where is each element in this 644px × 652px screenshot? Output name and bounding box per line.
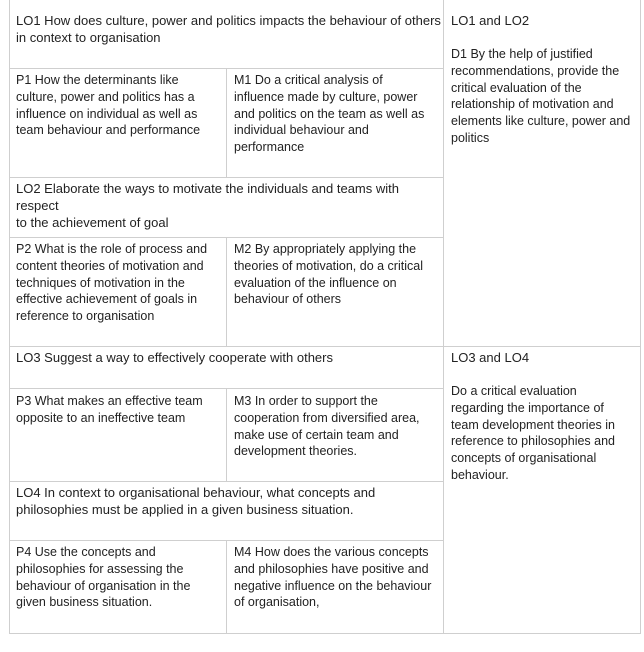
table-border-bottom <box>9 633 641 634</box>
lo3-heading: LO3 Suggest a way to effectively cooperate with others <box>16 350 333 365</box>
p2-criterion: P2 What is the role of process and content theories of motivation and techniques of motivation in the effective achievement of goals in reference to organisation <box>16 242 208 324</box>
m4-criterion: M4 How does the various concepts and philosophies have positive and negative influence on the behaviour of organisation, <box>234 545 432 610</box>
table-border-left <box>9 0 10 634</box>
row-divider <box>9 481 444 482</box>
m3-criterion: M3 In order to support the cooperation from diversified area, make use of certain team and development theories. <box>234 394 420 459</box>
d1-criterion: D1 By the help of justified recommendations, provide the critical evaluation of the relationship of motivation and elements like culture, power and politics <box>451 47 631 145</box>
m2-criterion: M2 By appropriately applying the theories of motivation, do a critical evaluation of the influence on behaviour of others <box>234 242 423 307</box>
column-divider-right <box>443 0 444 634</box>
row-divider <box>9 68 444 69</box>
row-divider <box>9 237 444 238</box>
row-divider <box>9 346 641 347</box>
p4-criterion: P4 Use the concepts and philosophies for assessing the behaviour of organisation in the given business situation. <box>16 545 191 610</box>
row-divider <box>9 540 444 541</box>
column-divider-middle <box>226 388 227 481</box>
column-divider-middle <box>226 237 227 347</box>
row-divider <box>9 388 444 389</box>
p1-criterion: P1 How the determinants like culture, power and politics has a influence on individual as well as team behaviour and performance <box>16 73 201 138</box>
row-divider <box>9 177 444 178</box>
p3-criterion: P3 What makes an effective team opposite to an ineffective team <box>16 394 203 425</box>
column-divider-middle <box>226 540 227 634</box>
lo2-heading: LO2 Elaborate the ways to motivate the individuals and teams with respect to the achievement of goal <box>16 181 399 230</box>
lo4-heading: LO4 In context to organisational behaviour, what concepts and philosophies must be applied in a given business situation. <box>16 485 376 517</box>
table-border-right <box>640 0 641 634</box>
lo1-heading: LO1 How does culture, power and politics impacts the behaviour of others in context to organisation <box>16 13 441 45</box>
d2-criterion: Do a critical evaluation regarding the importance of team development theories in reference to philosophies and concepts of organisational behaviour. <box>451 384 616 482</box>
m1-criterion: M1 Do a critical analysis of influence made by culture, power and politics on the team as well as individual behaviour and performance <box>234 73 425 155</box>
d2-heading: LO3 and LO4 <box>451 350 530 365</box>
column-divider-middle <box>226 68 227 178</box>
d1-heading: LO1 and LO2 <box>451 13 530 28</box>
